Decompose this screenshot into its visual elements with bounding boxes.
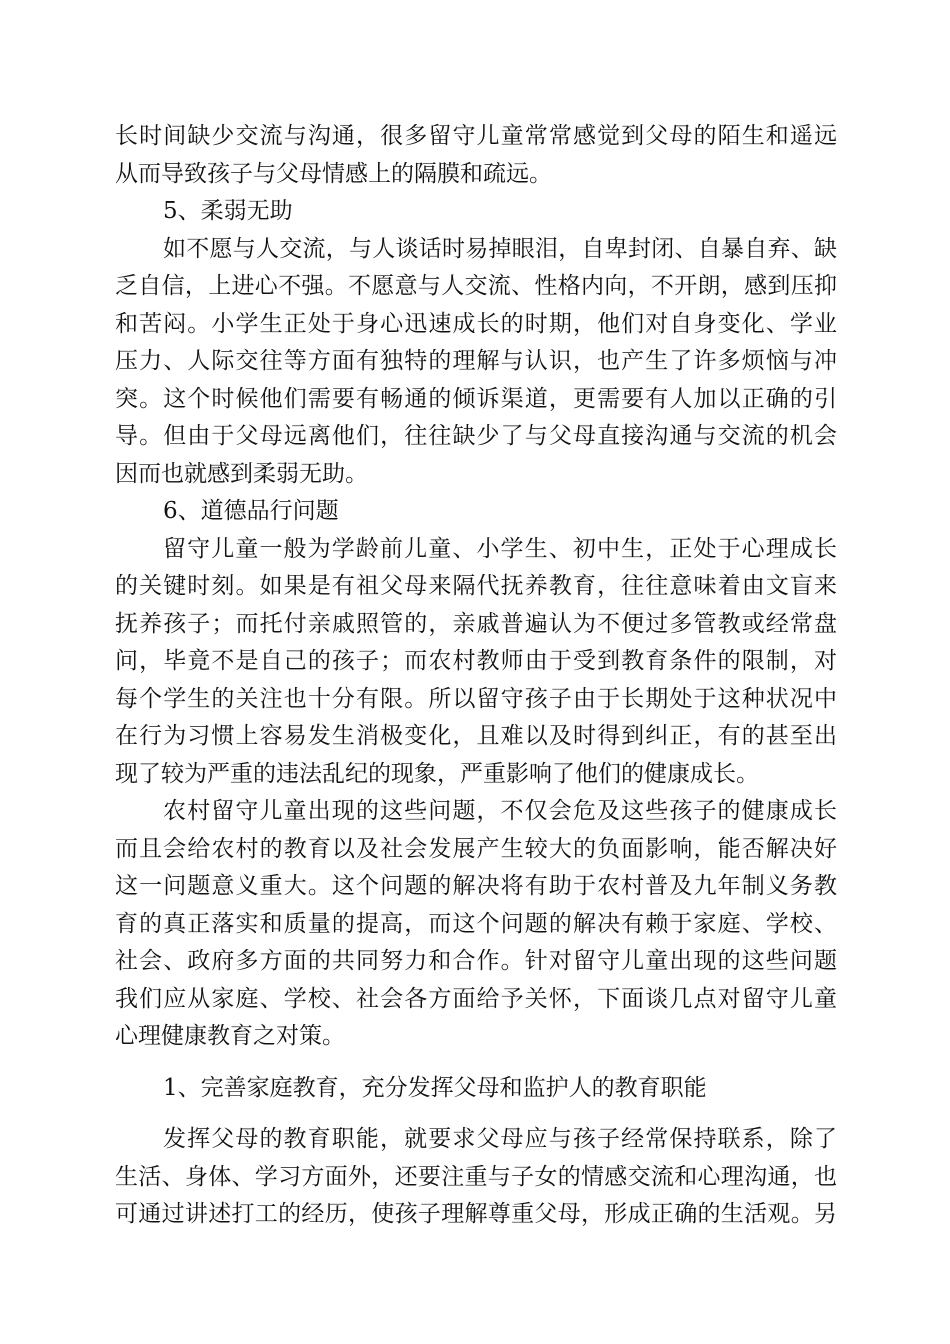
text-line: 因而也就感到柔弱无助。 [115,460,368,487]
text-line: 生活、身体、学习方面外，还要注重与子女的情感交流和心理沟通，也 [115,1163,837,1190]
section-heading-1 [115,1070,837,1108]
heading-text: 1、完善家庭教育，充分发挥父母和监护人的教育职能 [163,1074,707,1101]
text-line: 这一问题意义重大。这个问题的解决将有助于农村普及九年制义务教 [115,873,837,899]
text-line: 心理健康教育之对策。 [115,1023,345,1049]
text-line: 抚养孩子；而托付亲戚照管的，亲戚普遍认为不便过多管教或经常盘 [115,610,837,637]
text-line: 可通过讲述打工的经历，使孩子理解尊重父母，形成正确的生活观。另 [115,1201,837,1227]
text-line: 而且会给农村的教育以及社会发展产生较大的负面影响，能否解决好 [115,835,837,862]
section-heading-6 [115,493,837,531]
text-line: 乏自信，上进心不强。不愿意与人交流、性格内向，不开朗，感到压抑 [115,273,837,299]
paragraph-family-education [115,1121,837,1234]
text-line: 长时间缺少交流与沟通，很多留守儿童常常感觉到父母的陌生和遥远 [115,123,837,149]
text-line: 育的真正落实和质量的提高，而这个问题的解决有赖于家庭、学校、 [115,910,837,937]
text-line: 留守儿童一般为学龄前儿童、小学生、初中生，正处于心理成长 [163,535,837,562]
text-line: 社会、政府多方面的共同努力和合作。针对留守儿童出现的这些问题 [115,948,837,974]
text-line: 发挥父母的教育职能，就要求父母应与孩子经常保持联系，除了 [163,1126,837,1152]
section-heading-5 [115,193,837,231]
heading-text: 6、道德品行问题 [163,498,339,524]
text-line: 我们应从家庭、学校、社会各方面给予关怀，下面谈几点对留守儿童 [115,985,837,1012]
text-line: 的关键时刻。如果是有祖父母来隔代抚养教育，往往意味着由文盲来 [115,573,837,599]
text-line: 如不愿与人交流，与人谈话时易掉眼泪，自卑封闭、自暴自弃、缺 [163,235,837,262]
text-line: 在行为习惯上容易发生消极变化，且难以及时得到纠正，有的甚至出 [115,723,837,749]
paragraph-continuation [115,118,837,193]
text-line: 从而导致孩子与父母情感上的隔膜和疏远。 [115,160,552,187]
text-line: 现了较为严重的违法乱纪的现象，严重影响了他们的健康成长。 [115,760,759,787]
heading-text: 5、柔弱无助 [163,198,293,224]
paragraph-fragile-helpless [115,231,837,494]
text-line: 问，毕竟不是自己的孩子；而农村教师由于受到教育条件的限制，对 [115,648,837,674]
text-line: 农村留守儿童出现的这些问题，不仅会危及这些孩子的健康成长 [163,798,837,824]
paragraph-moral-conduct [115,531,837,794]
text-line: 和苦闷。小学生正处于身心迅速成长的时期，他们对自身变化、学业 [115,310,837,337]
text-line: 导。但由于父母远离他们，往往缺少了与父母直接沟通与交流的机会 [115,423,837,449]
text-line: 压力、人际交往等方面有独特的理解与认识，也产生了许多烦恼与冲 [115,348,837,374]
text-line: 每个学生的关注也十分有限。所以留守孩子由于长期处于这种状况中 [115,685,837,712]
document-body [115,118,837,1234]
paragraph-summary [115,793,837,1056]
text-line: 突。这个时候他们需要有畅通的倾诉渠道，更需要有人加以正确的引 [115,385,837,412]
